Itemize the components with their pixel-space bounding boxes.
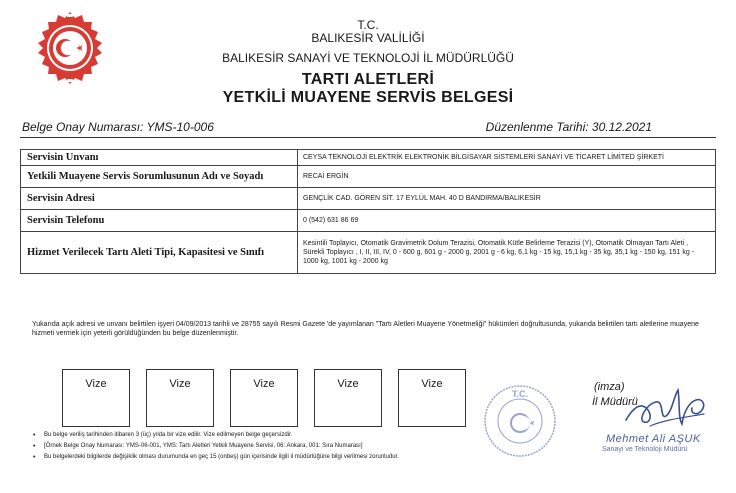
row-value-address: GENÇLİK CAD. GÖREN SİT. 17 EYLÜL MAH. 40 D BANDIRMA/BALIKESİR xyxy=(298,188,716,210)
row-label-phone: Servisin Telefonu xyxy=(21,210,298,232)
issue-date: Düzenlenme Tarihi: 30.12.2021 xyxy=(485,120,652,134)
service-info-table xyxy=(20,149,716,274)
vize-box-2: Vize xyxy=(146,369,214,427)
certification-paragraph: Yukarıda açık adresi ve unvanı belirtilen işyeri 04/09/2013 tarihli ve 28755 sayılı Resmi Gazete 'de yayımlanan "Tartı Aletleri Muayene Yönetmeliği" hükümleri doğrultusunda, yukarıda belirtilen tartı aletlerine muayene hizmeti vermek için yeterli görüldüğünden bu belge düzenlenmiştir. xyxy=(32,321,699,337)
table-row xyxy=(21,188,716,210)
vize-box-4: Vize xyxy=(314,369,382,427)
header-directorate: BALIKESİR SANAYİ VE TEKNOLOJİ İL MÜDÜRLÜĞÜ xyxy=(222,51,514,65)
row-label-title: Servisin Unvanı xyxy=(21,150,298,166)
table-row xyxy=(21,150,716,166)
row-value-phone: 0 (542) 631 86 69 xyxy=(298,210,716,232)
signatory-title: Sanayi ve Teknoloji Müdürü xyxy=(602,446,688,453)
document-title-line2: YETKİLİ MUAYENE SERVİS BELGESİ xyxy=(222,89,514,106)
notes-list xyxy=(44,430,514,463)
row-value-instruments: Kesintili Toplayıcı, Otomatik Gravimetrik Dolum Terazisi, Otomatik Kütle Belirleme Terazisi (Y), Otomatik Olmayan Tartı Aleti , Sürekli Toplayıcı , I, II, III, IV, 0 - 600 g, 601 g - 2000 g, 2001 g - 6 kg, 6,1 kg - 15 kg, 15,1 kg - 35 kg, 35,1 kg - 150 kg, 151 kg - 1000 kg, 1001 kg - 2000 kg xyxy=(298,232,716,274)
table-row xyxy=(21,166,716,188)
row-value-responsible: RECAİ ERGİN xyxy=(298,166,716,188)
row-label-responsible: Yetkili Muayene Servis Sorumlusunun Adı ve Soyadı xyxy=(21,166,298,188)
document-title-line1: TARTI ALETLERİ xyxy=(301,71,435,88)
table-row xyxy=(21,232,716,274)
stamp-label: T.C. xyxy=(511,389,529,399)
header-divider xyxy=(20,137,716,138)
approval-number: Belge Onay Numarası: YMS-10-006 xyxy=(22,120,214,134)
row-label-address: Servisin Adresi xyxy=(21,188,298,210)
official-stamp-icon xyxy=(482,383,558,459)
row-label-instruments: Hizmet Verilecek Tartı Aleti Tipi, Kapasitesi ve Sınıfı xyxy=(21,232,298,274)
note-item: • [Örnek Belge Onay Numarası: YMS-06-001, YMS: Tartı Aletleri Yetkili Muayene Servisi, 06: Ankara, 001: Sıra Numarası] xyxy=(44,441,514,452)
signatory-name: Mehmet Ali AŞUK xyxy=(606,433,701,445)
note-item: • Bu belgelerdeki bilgilerde değişiklik olması durumunda en geç 15 (onbeş) gün içerisinde ilgili il müdürlüğüne bilgi verilmesi zorunludur. xyxy=(44,452,514,463)
signature-imza-label: (imza) xyxy=(594,381,625,393)
signature-role: İl Müdürü xyxy=(592,396,638,408)
table-row xyxy=(21,210,716,232)
vize-box-1: Vize xyxy=(62,369,130,427)
vize-box-3: Vize xyxy=(230,369,298,427)
header-governorship: BALIKESİR VALİLİĞİ xyxy=(311,31,425,45)
handwritten-signature-icon xyxy=(620,380,710,438)
note-item: • Bu belge veriliş tarihinden itibaren 3 (üç) yılda bir vize edilir. Vize edilmeyen belge geçersizdir. xyxy=(44,430,514,441)
row-value-title: CEYSA TEKNOLOJİ ELEKTRİK ELEKTRONİK BİLGİSAYAR SİSTEMLERİ SANAYİ VE TİCARET LİMİTED ŞİRKETİ xyxy=(298,150,716,166)
vize-box-5: Vize xyxy=(398,369,466,427)
header-tc: T.C. xyxy=(357,18,379,32)
